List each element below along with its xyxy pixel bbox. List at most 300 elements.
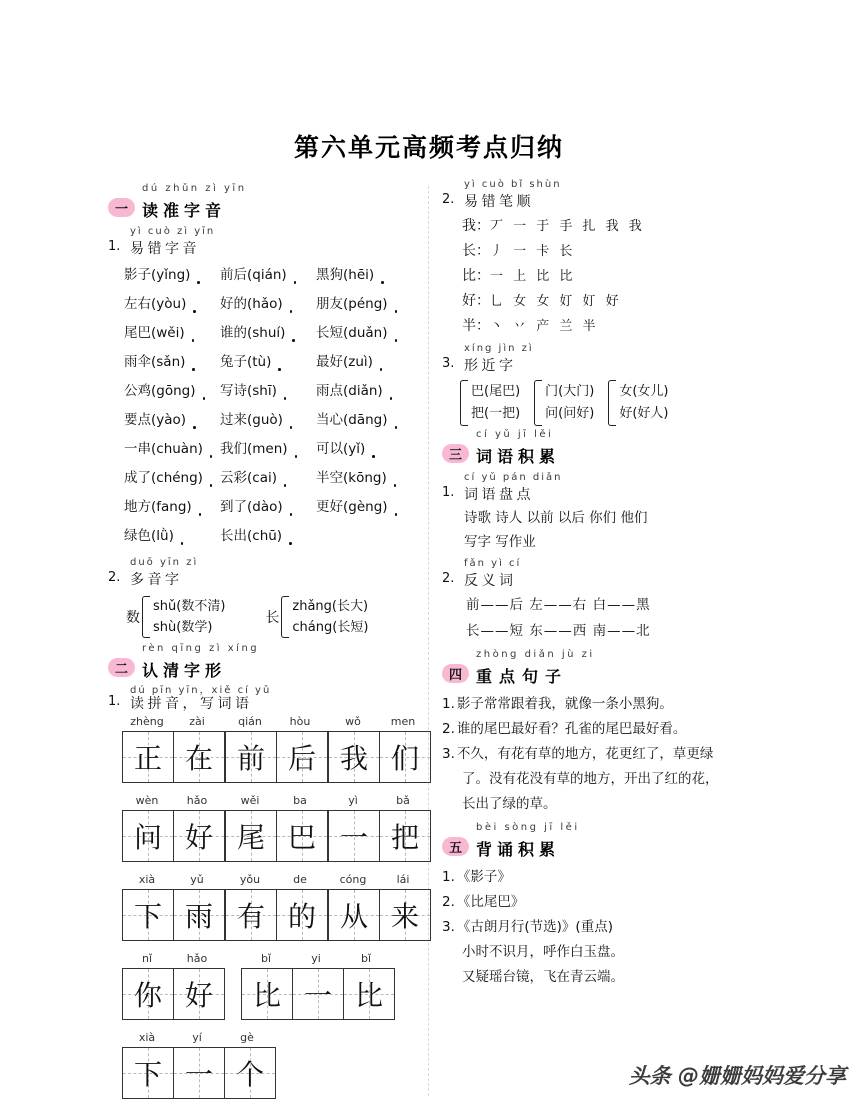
key-sentence-item bbox=[442, 717, 758, 742]
sub-pinyin: yì cuò zì yīn bbox=[130, 226, 216, 237]
tianzige-cell[interactable] bbox=[123, 1048, 174, 1098]
item-number: 1. bbox=[442, 869, 455, 885]
section-heading-2 bbox=[108, 643, 420, 682]
pinyin-label: yǒu bbox=[239, 873, 261, 886]
writing-grid-row bbox=[122, 952, 420, 1020]
section-badge-1: 一 bbox=[108, 198, 135, 217]
column-divider bbox=[428, 186, 429, 1096]
polyphone-item bbox=[126, 596, 225, 638]
sub-title: 反义词 bbox=[464, 573, 517, 589]
pinyin-label: de bbox=[293, 873, 307, 886]
key-sentence-item bbox=[442, 742, 758, 817]
grid-character: 好 bbox=[184, 979, 213, 1012]
word-item: 谁的(shuí) bbox=[220, 321, 316, 341]
word-row bbox=[124, 466, 420, 495]
subsection-polyphones bbox=[108, 557, 420, 588]
word-item: 雨点(diǎn) bbox=[316, 379, 412, 399]
section-heading-5 bbox=[442, 822, 758, 861]
similar-char-entry: 门(大门) bbox=[545, 384, 595, 399]
item-number: 3. bbox=[442, 919, 455, 935]
section-heading-3 bbox=[442, 429, 758, 468]
character-writing-grid bbox=[122, 715, 420, 1099]
writing-grid-row bbox=[122, 794, 420, 862]
tianzige-cell[interactable] bbox=[380, 811, 430, 861]
tianzige-cell[interactable] bbox=[123, 969, 174, 1019]
writing-word-group bbox=[122, 794, 225, 862]
vocabulary-list bbox=[442, 506, 758, 554]
sub-pinyin: cí yǔ pán diǎn bbox=[464, 472, 563, 483]
stroke-char: 好： bbox=[462, 293, 490, 309]
pinyin-label: hǎo bbox=[186, 794, 208, 807]
tianzige-box[interactable] bbox=[225, 731, 328, 783]
key-sentence-item bbox=[442, 692, 758, 717]
item-text: 《比尾巴》 bbox=[456, 894, 525, 910]
writing-grid-row bbox=[122, 873, 420, 941]
brace-icon bbox=[281, 596, 289, 638]
subsection-similar-chars bbox=[442, 343, 758, 374]
sub-number: 1. bbox=[108, 694, 121, 709]
similar-char-pair bbox=[534, 380, 594, 426]
stroke-order-item bbox=[462, 314, 758, 339]
pinyin-row bbox=[122, 715, 225, 731]
sub-number: 1. bbox=[442, 485, 455, 500]
grid-character: 我 bbox=[339, 742, 368, 775]
grid-character: 在 bbox=[184, 742, 213, 775]
item-text: 不久，有花有草的地方，花更红了，草更绿 bbox=[456, 746, 714, 762]
word-item: 我们(men) bbox=[220, 437, 316, 457]
item-text: 《影子》 bbox=[456, 869, 511, 885]
grid-character: 下 bbox=[133, 1058, 162, 1091]
tianzige-box[interactable] bbox=[225, 810, 328, 862]
section-pinyin-1: dú zhǔn zì yīn bbox=[142, 183, 247, 194]
tianzige-box[interactable] bbox=[328, 889, 431, 941]
tianzige-cell[interactable] bbox=[226, 890, 277, 940]
item-text: 又疑瑶台镜，飞在青云端。 bbox=[462, 969, 624, 985]
recitation-item bbox=[442, 890, 758, 915]
pinyin-row bbox=[225, 794, 328, 810]
word-item: 长出(chū) bbox=[220, 524, 316, 544]
word-item: 雨伞(sǎn) bbox=[124, 350, 220, 370]
stroke-sequence: 乚 女 女 奵 奵 好 bbox=[490, 294, 622, 309]
pinyin-label: zài bbox=[189, 715, 205, 728]
writing-word-group bbox=[122, 952, 225, 1020]
pinyin-label: bǐ bbox=[260, 952, 272, 965]
grid-character: 有 bbox=[236, 900, 265, 933]
brace-icon bbox=[142, 596, 150, 638]
word-row bbox=[124, 437, 420, 466]
tianzige-cell[interactable] bbox=[329, 732, 380, 782]
sub-pinyin: yì cuò bǐ shùn bbox=[464, 179, 562, 190]
item-number: 2. bbox=[442, 894, 455, 910]
word-item: 一串(chuàn) bbox=[124, 437, 220, 457]
stroke-char: 比： bbox=[462, 268, 490, 284]
writing-word-group bbox=[241, 952, 395, 1020]
tianzige-cell[interactable] bbox=[174, 969, 224, 1019]
grid-character: 下 bbox=[133, 900, 162, 933]
sub-title: 多音字 bbox=[130, 572, 183, 588]
section-badge-4: 四 bbox=[442, 664, 469, 683]
writing-word-group bbox=[225, 715, 328, 783]
sub-number: 3. bbox=[442, 356, 455, 371]
pinyin-label: qián bbox=[238, 715, 262, 728]
grid-character: 问 bbox=[133, 821, 162, 854]
polyphone-char: 长 bbox=[265, 610, 280, 626]
word-item: 云彩(cai) bbox=[220, 466, 316, 486]
tianzige-cell[interactable] bbox=[123, 890, 174, 940]
pinyin-label: gè bbox=[240, 1031, 254, 1044]
polyphone-reading: shù(数学) bbox=[153, 620, 213, 635]
tianzige-cell[interactable] bbox=[242, 969, 293, 1019]
vocabulary-line: 诗歌 诗人 以前 以后 你们 他们 bbox=[464, 510, 648, 526]
grid-character: 好 bbox=[184, 821, 213, 854]
item-text: 长出了绿的草。 bbox=[462, 796, 557, 812]
polyphone-item bbox=[265, 596, 368, 638]
word-item: 写诗(shī) bbox=[220, 379, 316, 399]
emphasis-dot bbox=[282, 542, 378, 547]
recitation-line bbox=[462, 940, 758, 965]
tianzige-cell[interactable] bbox=[380, 890, 430, 940]
subsection-write-words bbox=[108, 685, 420, 712]
stroke-char: 长： bbox=[462, 243, 490, 259]
sub-pinyin: fǎn yì cí bbox=[464, 558, 522, 569]
word-item: 兔子(tù) bbox=[220, 350, 316, 370]
tianzige-box[interactable] bbox=[122, 810, 225, 862]
item-number: 1. bbox=[442, 696, 455, 712]
pinyin-label: ba bbox=[293, 794, 307, 807]
grid-character: 一 bbox=[339, 821, 368, 854]
sub-title: 易错笔顺 bbox=[464, 194, 534, 210]
section-pinyin-4: zhòng diǎn jù zi bbox=[476, 649, 595, 660]
pinyin-label: yǔ bbox=[190, 873, 204, 886]
word-row bbox=[124, 408, 420, 437]
key-sentence-line bbox=[442, 717, 758, 742]
polyphone-reading: zhǎng(长大) bbox=[292, 599, 369, 614]
grid-character: 们 bbox=[390, 742, 419, 775]
word-item: 地方(fang) bbox=[124, 495, 220, 515]
tianzige-box[interactable] bbox=[328, 731, 431, 783]
key-sentence-line bbox=[442, 742, 758, 767]
similar-char-pair bbox=[608, 380, 668, 426]
similar-char-lines bbox=[619, 381, 668, 425]
stroke-char: 半： bbox=[462, 318, 490, 334]
similar-char-pair bbox=[460, 380, 520, 426]
tianzige-cell[interactable] bbox=[329, 811, 380, 861]
word-item: 长短(duǎn) bbox=[316, 321, 412, 341]
recitation-item bbox=[442, 915, 758, 990]
word-item: 前后(qián) bbox=[220, 263, 316, 283]
sub-number: 1. bbox=[108, 239, 121, 254]
grid-character: 个 bbox=[235, 1058, 264, 1091]
pinyin-row bbox=[328, 715, 431, 731]
pinyin-label: yí bbox=[192, 1031, 202, 1044]
brace-icon bbox=[534, 380, 542, 426]
polyphone-reading: cháng(长短) bbox=[292, 620, 369, 635]
pinyin-label: cóng bbox=[339, 873, 367, 886]
word-item: 朋友(péng) bbox=[316, 292, 412, 312]
writing-word-group bbox=[328, 715, 431, 783]
polyphone-char: 数 bbox=[126, 610, 140, 626]
tianzige-cell[interactable] bbox=[380, 732, 430, 782]
pinyin-label: xià bbox=[138, 873, 156, 886]
writing-word-group bbox=[328, 873, 431, 941]
item-number: 3. bbox=[442, 746, 455, 762]
word-item: 到了(dào) bbox=[220, 495, 316, 515]
item-text: 了。没有花没有草的地方，开出了红的花， bbox=[462, 771, 719, 787]
grid-character: 把 bbox=[390, 821, 419, 854]
word-item: 影子(yǐng) bbox=[124, 263, 220, 283]
stroke-sequence: 一 上 比 比 bbox=[490, 269, 576, 284]
section-title-1: 读准字音 bbox=[142, 201, 227, 220]
tianzige-cell[interactable] bbox=[174, 1048, 225, 1098]
tianzige-cell[interactable] bbox=[174, 732, 224, 782]
pinyin-label: bǎ bbox=[396, 794, 410, 807]
writing-word-group bbox=[122, 873, 225, 941]
key-sentence-line bbox=[462, 792, 758, 817]
brace-icon bbox=[460, 380, 468, 426]
section-heading-4 bbox=[442, 649, 758, 688]
polyphone-readings bbox=[153, 596, 225, 638]
pinyin-label: zhèng bbox=[130, 715, 164, 728]
sub-title: 形近字 bbox=[464, 358, 517, 374]
similar-characters-group bbox=[460, 380, 758, 426]
word-item: 黑狗(hēi) bbox=[316, 263, 412, 283]
tianzige-cell[interactable] bbox=[277, 890, 327, 940]
tianzige-box[interactable] bbox=[328, 810, 431, 862]
grid-character: 一 bbox=[184, 1058, 213, 1091]
tianzige-cell[interactable] bbox=[226, 811, 277, 861]
grid-character: 来 bbox=[390, 900, 419, 933]
right-column bbox=[442, 179, 758, 990]
grid-character: 后 bbox=[287, 742, 316, 775]
stroke-char: 我： bbox=[462, 218, 490, 234]
section-title-4: 重点句子 bbox=[476, 667, 569, 686]
word-item: 当心(dāng) bbox=[316, 408, 412, 428]
pinyin-row bbox=[328, 873, 431, 889]
pinyin-row bbox=[122, 794, 225, 810]
recitation-line bbox=[462, 965, 758, 990]
item-text: 影子常常跟着我，就像一条小黑狗。 bbox=[456, 696, 673, 712]
easy-mistake-word-grid bbox=[124, 263, 420, 553]
tianzige-cell[interactable] bbox=[226, 732, 277, 782]
pinyin-row bbox=[241, 952, 395, 968]
recitation-line bbox=[442, 915, 758, 940]
similar-char-entry: 女(女儿) bbox=[619, 384, 669, 399]
tianzige-cell[interactable] bbox=[123, 732, 174, 782]
section-title-3: 词语积累 bbox=[476, 447, 561, 466]
section-badge-2: 二 bbox=[108, 658, 135, 677]
word-item: 公鸡(gōng) bbox=[124, 379, 220, 399]
word-row bbox=[124, 350, 420, 379]
tianzige-box[interactable] bbox=[122, 889, 225, 941]
pinyin-row bbox=[122, 873, 225, 889]
subsection-vocab-review bbox=[442, 472, 758, 503]
page-title: 第六单元高频考点归纳 bbox=[293, 133, 564, 162]
pinyin-label: bǐ bbox=[360, 952, 372, 965]
tianzige-box[interactable] bbox=[122, 731, 225, 783]
stroke-order-item bbox=[462, 289, 758, 314]
word-item: 好的(hǎo) bbox=[220, 292, 316, 312]
word-row bbox=[124, 263, 420, 292]
word-item: 最好(zuì) bbox=[316, 350, 412, 370]
word-item: 更好(gèng) bbox=[316, 495, 412, 515]
item-text: 小时不识月，呼作白玉盘。 bbox=[462, 944, 624, 960]
pinyin-label: hǎo bbox=[186, 952, 208, 965]
grid-character: 正 bbox=[133, 742, 162, 775]
word-item: 可以(yǐ) bbox=[316, 437, 412, 457]
sub-title: 词语盘点 bbox=[464, 487, 534, 503]
similar-char-lines bbox=[471, 381, 520, 425]
pinyin-label: wǒ bbox=[345, 715, 361, 728]
recitation-line bbox=[442, 865, 758, 890]
polyphone-reading: shǔ(数不清) bbox=[153, 599, 226, 614]
sub-title: 读拼音，写词语 bbox=[130, 696, 253, 712]
grid-character: 一 bbox=[303, 979, 332, 1012]
tianzige-cell[interactable] bbox=[225, 1048, 275, 1098]
grid-character: 巴 bbox=[287, 821, 316, 854]
section-badge-5: 五 bbox=[442, 837, 469, 856]
item-text: 谁的尾巴最好看？孔雀的尾巴最好看。 bbox=[456, 721, 687, 737]
subsection-antonyms bbox=[442, 558, 758, 589]
tianzige-cell[interactable] bbox=[174, 811, 224, 861]
tianzige-box[interactable] bbox=[122, 1047, 276, 1099]
grid-character: 雨 bbox=[184, 900, 213, 933]
antonym-line: 长——短 东——西 南——北 bbox=[466, 623, 651, 639]
section-badge-3: 三 bbox=[442, 444, 469, 463]
grid-character: 前 bbox=[236, 742, 265, 775]
grid-character: 比 bbox=[354, 979, 383, 1012]
sub-pinyin: duō yīn zì bbox=[130, 557, 199, 568]
word-item: 尾巴(wěi) bbox=[124, 321, 220, 341]
stroke-order-item bbox=[462, 239, 758, 264]
watermark: 头条 @姗姗妈妈爱分享 bbox=[628, 1064, 846, 1088]
item-text: 《古朗月行(节选)》(重点) bbox=[456, 919, 613, 935]
writing-word-group bbox=[122, 715, 225, 783]
key-sentence-list bbox=[442, 692, 758, 817]
section-heading-1 bbox=[108, 183, 420, 222]
pinyin-row bbox=[122, 1031, 276, 1047]
recitation-item bbox=[442, 865, 758, 890]
sub-title: 易错字音 bbox=[130, 241, 200, 257]
key-sentence-line bbox=[442, 692, 758, 717]
polyphone-readings bbox=[292, 596, 368, 638]
sub-pinyin: xíng jìn zì bbox=[464, 343, 534, 354]
key-sentence-line bbox=[462, 767, 758, 792]
pinyin-label: wěi bbox=[240, 794, 260, 807]
stroke-order-item bbox=[462, 214, 758, 239]
section-pinyin-2: rèn qīng zì xíng bbox=[142, 643, 260, 654]
brace-icon bbox=[608, 380, 616, 426]
word-item: 要点(yào) bbox=[124, 408, 220, 428]
section-title-5: 背诵积累 bbox=[476, 840, 561, 859]
tianzige-box[interactable] bbox=[225, 889, 328, 941]
similar-char-entry: 问(问好) bbox=[545, 406, 595, 421]
word-row bbox=[124, 379, 420, 408]
pinyin-label: wèn bbox=[135, 794, 159, 807]
similar-char-entry: 巴(尾巴) bbox=[471, 384, 521, 399]
tianzige-box[interactable] bbox=[241, 968, 395, 1020]
antonym-line: 前——后 左——右 白——黑 bbox=[466, 597, 651, 613]
pinyin-label: men bbox=[390, 715, 416, 728]
pinyin-label: yi bbox=[311, 952, 321, 965]
stroke-order-list bbox=[462, 214, 758, 339]
word-item: 绿色(lǜ) bbox=[124, 524, 220, 544]
recitation-list bbox=[442, 865, 758, 990]
word-item: 半空(kōng) bbox=[316, 466, 412, 486]
similar-char-entry: 好(好人) bbox=[619, 406, 669, 421]
similar-char-lines bbox=[545, 381, 594, 425]
stroke-sequence: 丿 一 卡 长 bbox=[490, 244, 576, 259]
left-column bbox=[108, 183, 420, 1108]
grid-character: 的 bbox=[287, 900, 316, 933]
pinyin-label: nǐ bbox=[141, 952, 153, 965]
pinyin-row bbox=[225, 715, 328, 731]
section-pinyin-5: bèi sòng jī lěi bbox=[476, 822, 580, 833]
recitation-line bbox=[442, 890, 758, 915]
word-row bbox=[124, 495, 420, 524]
sub-pinyin: dú pīn yīn，xiě cí yǔ bbox=[130, 685, 272, 696]
pinyin-label: xià bbox=[138, 1031, 156, 1044]
tianzige-box[interactable] bbox=[122, 968, 225, 1020]
tianzige-cell[interactable] bbox=[174, 890, 224, 940]
stroke-sequence: 丆 一 于 手 扎 我 我 bbox=[490, 219, 645, 234]
writing-grid-row bbox=[122, 715, 420, 783]
word-item: 过来(guò) bbox=[220, 408, 316, 428]
grid-character: 尾 bbox=[236, 821, 265, 854]
vocabulary-line: 写字 写作业 bbox=[464, 534, 536, 550]
word-row bbox=[124, 321, 420, 350]
sub-number: 2. bbox=[442, 571, 455, 586]
stroke-sequence: 丶 丷 产 兰 半 bbox=[490, 319, 599, 334]
tianzige-cell[interactable] bbox=[277, 732, 327, 782]
grid-character: 比 bbox=[252, 979, 281, 1012]
writing-word-group bbox=[225, 873, 328, 941]
writing-word-group bbox=[328, 794, 431, 862]
word-item: 左右(yòu) bbox=[124, 292, 220, 312]
writing-grid-row bbox=[122, 1031, 420, 1099]
section-pinyin-3: cí yǔ jī lěi bbox=[476, 429, 554, 440]
grid-character: 你 bbox=[133, 979, 162, 1012]
tianzige-cell[interactable] bbox=[293, 969, 344, 1019]
pinyin-row bbox=[122, 952, 225, 968]
stroke-order-item bbox=[462, 264, 758, 289]
grid-spacer bbox=[225, 952, 241, 1020]
tianzige-cell[interactable] bbox=[277, 811, 327, 861]
antonym-list bbox=[442, 592, 758, 644]
subsection-stroke-order bbox=[442, 179, 758, 210]
polyphone-group bbox=[126, 596, 420, 638]
tianzige-cell[interactable] bbox=[344, 969, 394, 1019]
pinyin-label: hòu bbox=[289, 715, 311, 728]
item-number: 2. bbox=[442, 721, 455, 737]
pinyin-label: lái bbox=[396, 873, 410, 886]
pinyin-label: yì bbox=[348, 794, 358, 807]
tianzige-cell[interactable] bbox=[329, 890, 380, 940]
writing-word-group bbox=[122, 1031, 276, 1099]
section-title-2: 认清字形 bbox=[142, 661, 227, 680]
similar-char-entry: 把(一把) bbox=[471, 406, 521, 421]
sub-number: 2. bbox=[442, 192, 455, 207]
word-row bbox=[124, 292, 420, 321]
grid-character: 从 bbox=[339, 900, 368, 933]
pinyin-row bbox=[328, 794, 431, 810]
pinyin-row bbox=[225, 873, 328, 889]
word-item: 成了(chéng) bbox=[124, 466, 220, 486]
word-row bbox=[124, 524, 420, 553]
sub-number: 2. bbox=[108, 570, 121, 585]
writing-word-group bbox=[225, 794, 328, 862]
subsection-easy-mistake-sounds bbox=[108, 226, 420, 257]
tianzige-cell[interactable] bbox=[123, 811, 174, 861]
